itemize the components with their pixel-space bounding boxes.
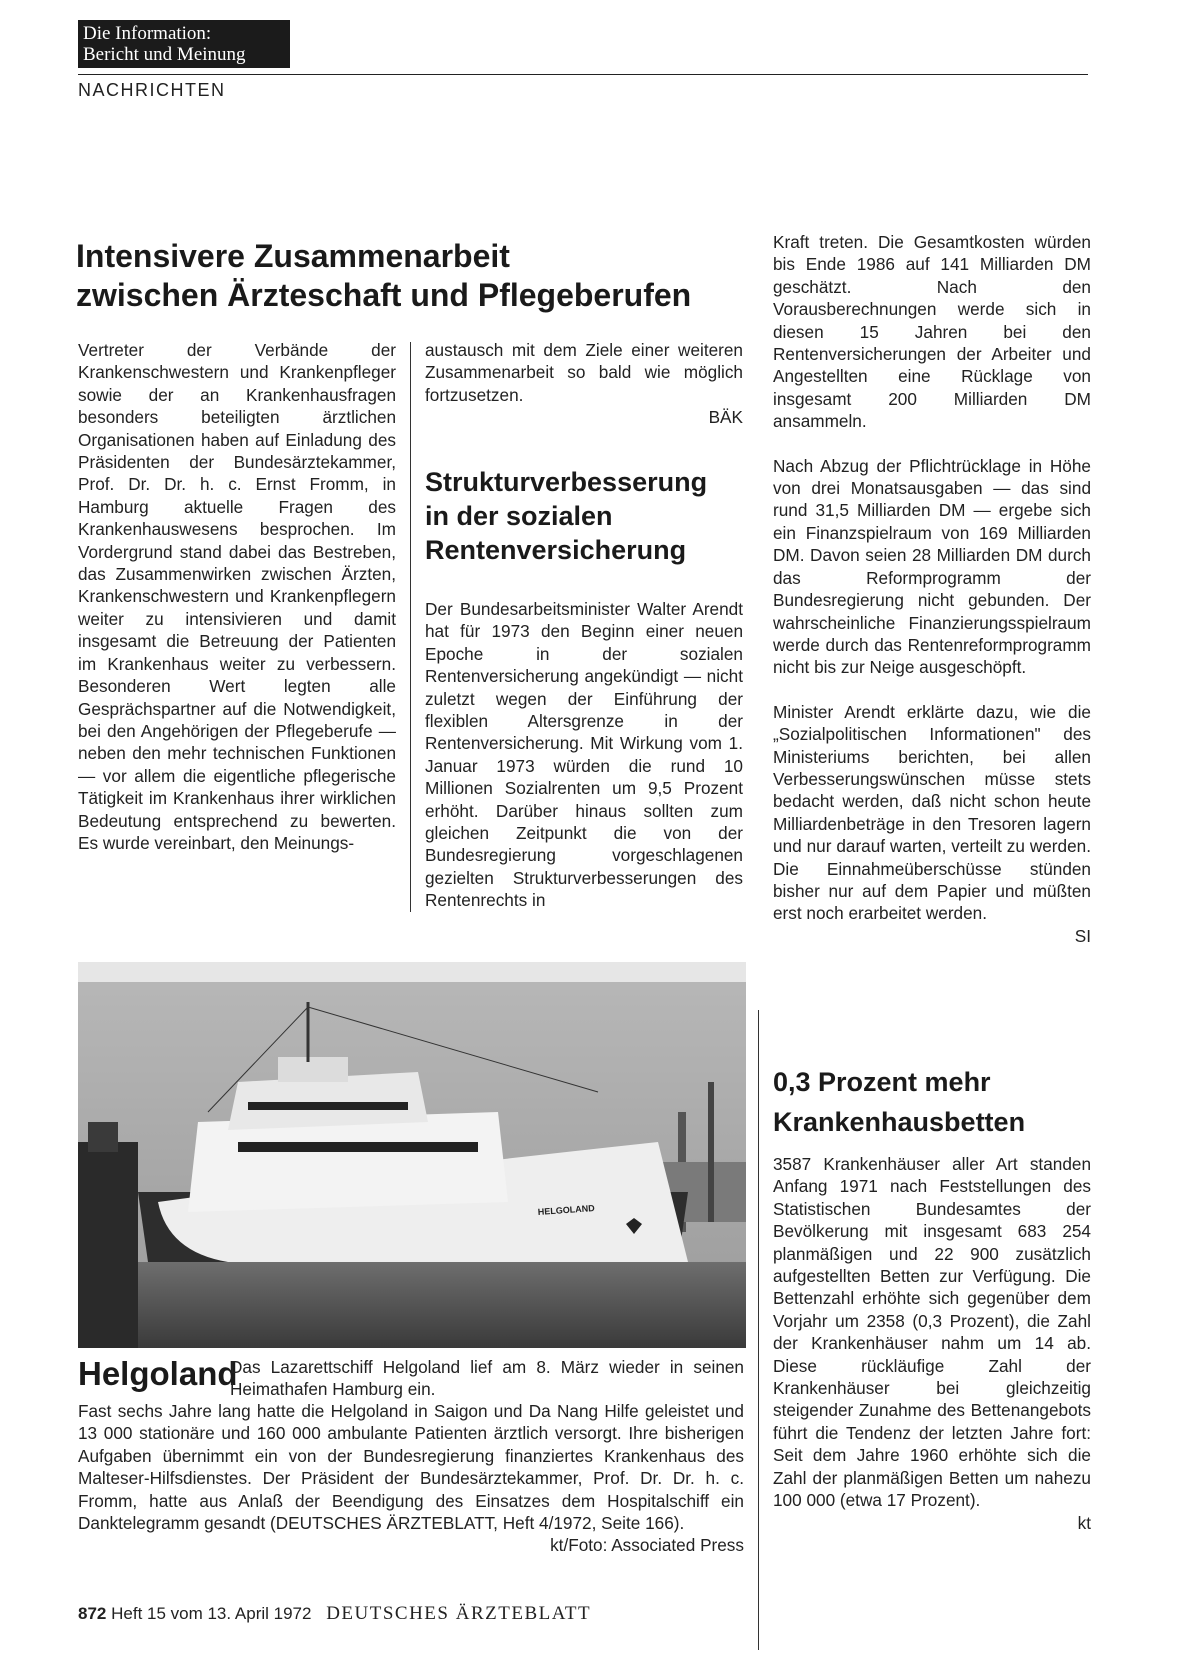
ship-illustration	[78, 962, 746, 1348]
ship-photo	[78, 962, 746, 1348]
caption-rest: Fast sechs Jahre lang hatte die Helgoland in Saigon und Da Nang Hilfe geleistet und 13 000 stationäre und 160 000 ambulante Patienten ärztlich versorgt. Ihre bisherigen Aufgaben übernimmt ein von der Bundesregierung finanziertes Krankenhaus des Malteser-Hilfsdienstes. Der Präsident der Bundesärztekammer, Prof. Dr. Dr. h. c. Fromm, hatte aus Anlaß der Beendigung des Einsatzes dem Hospitalschiff ein Danktelegramm gesandt (DEUTSCHES ÄRZTEBLATT, Heft 4/1972, Seite 166).	[78, 1401, 744, 1534]
issue-info: Heft 15 vom 13. April 1972	[111, 1604, 312, 1623]
article2-title	[425, 465, 745, 567]
article1-title-line2: zwischen Ärzteschaft und Pflegeberufen	[76, 277, 692, 313]
article1-column1	[78, 339, 396, 854]
article1-title	[76, 237, 756, 315]
article3-column	[773, 1153, 1091, 1534]
article2-col3-p3: Minister Arendt erklärte dazu, wie die „Sozialpolitischen Informationen" des Ministeriums berichten, bei allen Verbesserungswünschen müsse stets bedacht werden, daß nicht schon heute Milliardenbeträge in den Tresoren lagern und nur darauf warten, verteilt zu werden. Die Einnahmeüberschüsse stünden bisher nur auf dem Papier und müßten erst noch erarbeitet werden.	[773, 701, 1091, 924]
article2-col2-text: Der Bundesarbeitsminister Walter Arendt hat für 1973 den Beginn einer neuen Epoche in der sozialen Rentenversicherung angekündigt — nicht zuletzt wegen der Einführung der flexiblen Altersgrenze in der Rentenversicherung. Mit Wirkung vom 1. Januar 1973 würden die rund 10 Millionen Sozialrenten um 9,5 Prozent erhöht. Darüber hinaus sollten zum gleichen Zeitpunkt die von der Bundesregierung vorgeschlagenen gezielten Strukturverbesserungen des Rentenrechts in	[425, 599, 743, 911]
article1-col1-text: Vertreter der Verbände der Krankenschwestern und Krankenpfleger sowie der an Krankenhausfragen besonders beteiligten ärztlichen Organisationen haben auf Einladung des Präsidenten der Bundesärztekammer, Prof. Dr. Dr. h. c. Ernst Fromm, in Hamburg aktuelle Fragen des Krankenhauswesens besprochen. Im Vordergrund stand dabei das Bestreben, das Zusammenwirken zwischen Ärzten, Krankenschwestern und Krankenpflegern weiter zu intensivieren und damit insgesamt die Betreuung der Patienten im Krankenhaus weiter zu verbessern. Besonderen Wert legten alle Gesprächspartner auf die Notwendigkeit, bei den Angehörigen der Pflegeberufe — neben den mehr technischen Funktionen — vor allem die eigentliche pflegerische Tätigkeit im Krankenhaus ihrer wirklichen Bedeutung entsprechend zu bewerten. Es wurde vereinbart, den Meinungs-	[78, 340, 396, 853]
masthead-line2: Bericht und Meinung	[83, 44, 246, 65]
article3-title-line2: Krankenhausbetten	[773, 1107, 1026, 1137]
article1-col2-text: austausch mit dem Ziele einer weiteren Zusammenarbeit so bald wie möglich fortzusetzen.	[425, 340, 743, 405]
article3-text: 3587 Krankenhäuser aller Art standen Anfang 1971 nach Feststellungen des Statistischen Bundesamtes der Bevölkerung mit insgesamt 683 254 planmäßigen und 22 900 zusätzlich aufgestellten Betten zur Verfügung. Die Bettenzahl erhöhte sich gegenüber dem Vorjahr um 2358 (0,3 Prozent), die Zahl der Krankenhäuser nahm um 14 ab. Diese rückläufige Zahl der Krankenhäuser bei gleichzeitig steigender Zunahme des Bettenangebots führt die Tendenz der letzten Jahre fort: Seit dem Jahre 1960 erhöhte sich die Zahl der planmäßigen Betten um nahezu 100 000 (etwa 17 Prozent).	[773, 1154, 1091, 1511]
article1-signature: BÄK	[708, 407, 743, 428]
article2-title-line3: Rentenversicherung	[425, 535, 687, 565]
column-divider-1	[410, 342, 411, 912]
page-number: 872	[78, 1604, 107, 1623]
ship-name-label: HELGOLAND	[537, 1203, 596, 1217]
article1-title-line1: Intensivere Zusammenarbeit	[76, 238, 510, 274]
caption-first: Das Lazarettschiff Helgoland lief am 8. März wieder in seinen Heimathafen Hamburg ein.	[230, 1357, 744, 1400]
article2-title-line2: in der sozialen	[425, 501, 613, 531]
magazine-name: DEUTSCHES ÄRZTEBLATT	[326, 1603, 592, 1624]
article2-signature: SI	[1074, 925, 1091, 946]
section-label: NACHRICHTEN	[78, 80, 226, 100]
header-rule	[78, 74, 1088, 75]
article2-col3-p1: Kraft treten. Die Gesamtkosten würden bis Ende 1986 auf 141 Milliarden DM geschätzt. Nach den Vorausberechnungen werde sich in diesen 15 Jahren bei den Rentenversicherungen der Arbeiter und Angestellten eine Rücklage von insgesamt 200 Milliarden DM ansammeln.	[773, 232, 1091, 432]
article2-col3-p2: Nach Abzug der Pflichtrücklage in Höhe von drei Monatsausgaben — das sind rund 31,5 Milliarden DM — ergebe sich ein Finanzspielraum von 169 Milliarden DM. Davon seien 28 Milliarden DM durch das Reformprogramm der Bundesregierung nicht gebunden. Der wahrscheinliche Finanzierungsspielraum werde durch das Rentenreformprogramm nicht bis zur Neige ausgeschöpft.	[773, 455, 1091, 678]
page-footer	[78, 1603, 591, 1625]
article3-title	[773, 1062, 1093, 1142]
article2-column3	[773, 231, 1091, 947]
column-divider-2	[758, 1010, 759, 1650]
article2-title-line1: Strukturverbesserung	[425, 467, 708, 497]
caption-title: Helgoland	[78, 1355, 238, 1392]
article3-title-line1: 0,3 Prozent mehr	[773, 1067, 991, 1097]
article2-column2	[425, 598, 743, 912]
article3-signature: kt	[1077, 1512, 1091, 1533]
photo-credit: kt/Foto: Associated Press	[550, 1535, 744, 1556]
masthead-line1: Die Information:	[83, 23, 212, 44]
caption-body	[78, 1400, 744, 1557]
masthead-box	[78, 20, 290, 68]
article1-column2	[425, 339, 743, 429]
